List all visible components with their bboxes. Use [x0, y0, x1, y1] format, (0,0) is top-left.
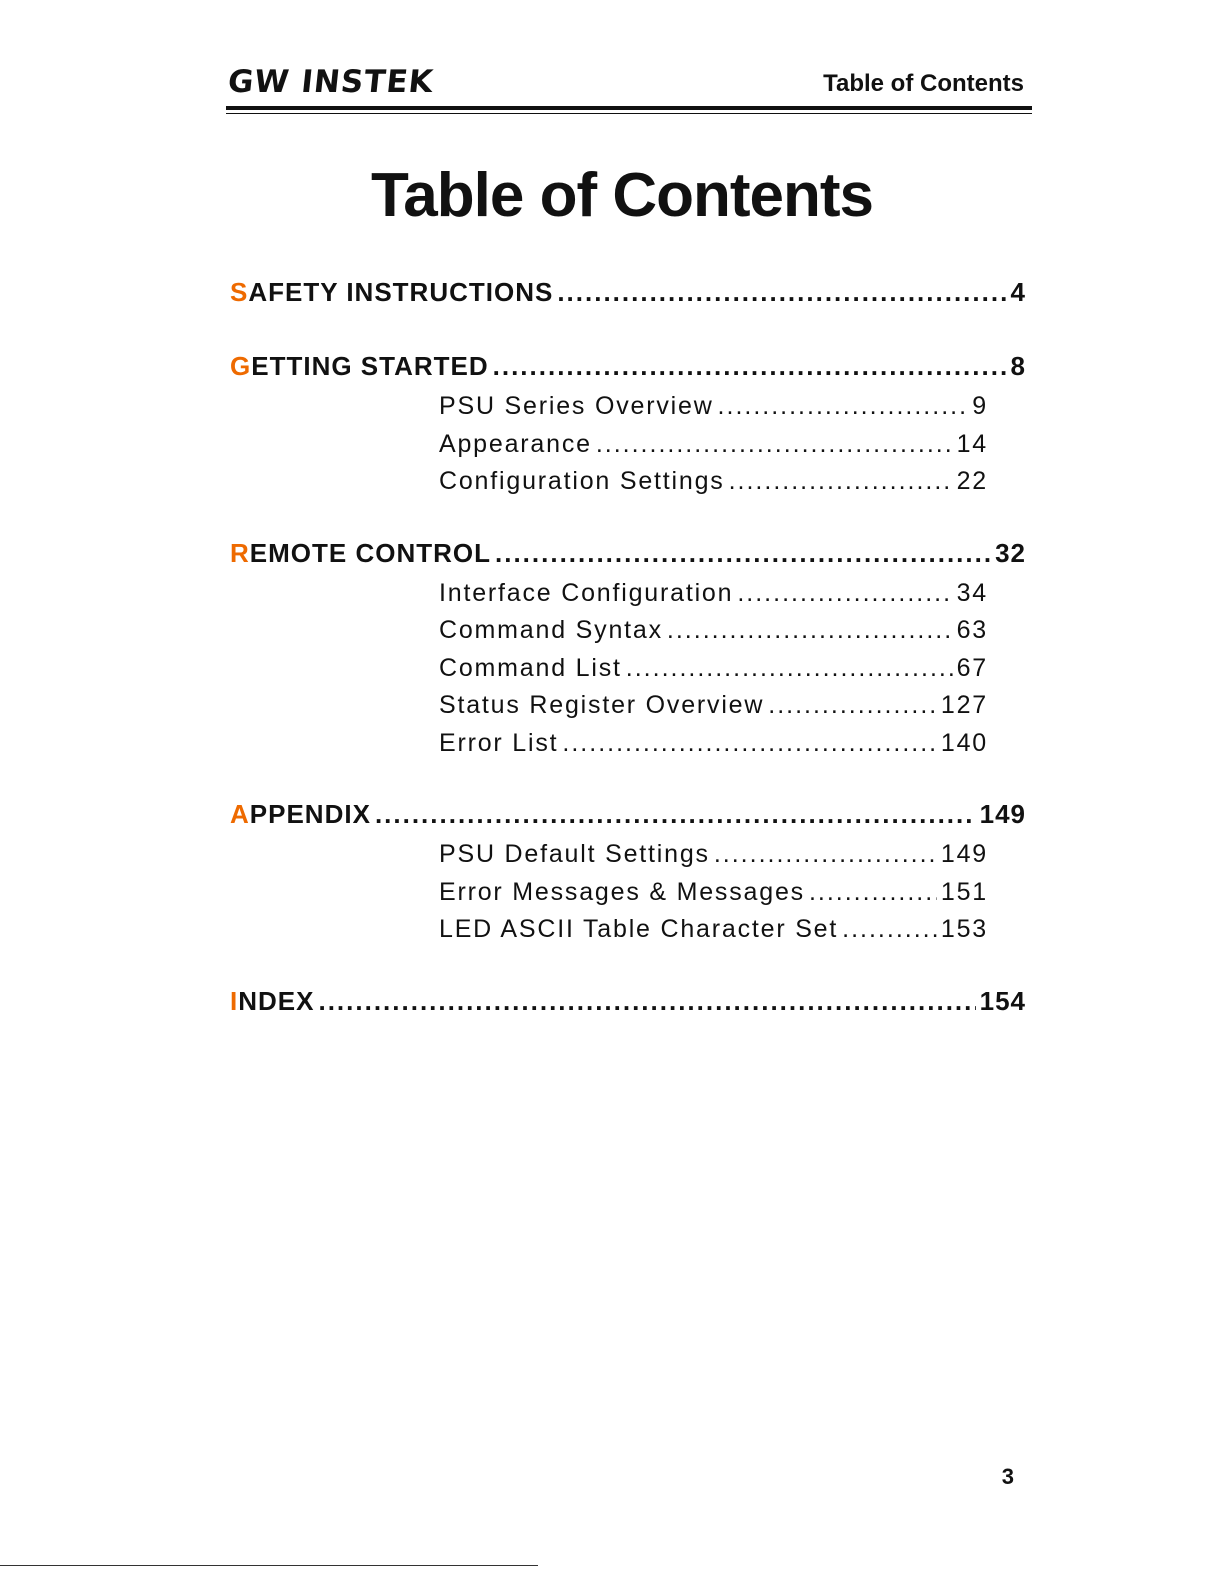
toc-section-remote-control [230, 535, 1026, 763]
chapter-page-number: 8 [1010, 351, 1026, 381]
chapter-initial: S [230, 277, 249, 307]
subentry-title: PSU Default Settings [439, 840, 710, 868]
subentry-page-number: 140 [940, 728, 988, 757]
subentry-title: Status Register Overview [439, 691, 765, 719]
toc-subentry-link[interactable] [439, 911, 988, 949]
toc-chapter-link[interactable] [230, 796, 1026, 836]
dot-leader [667, 612, 953, 650]
dot-leader [842, 911, 937, 949]
dot-leader [768, 687, 937, 725]
toc-subentry-link[interactable] [439, 725, 988, 763]
dot-leader [318, 983, 975, 1019]
dot-leader [495, 535, 991, 571]
subentry-page-number: 127 [940, 691, 988, 719]
toc-subentry-link[interactable] [439, 687, 988, 725]
chapter-title: EMOTE CONTROL [249, 537, 491, 568]
subentry-page-number: 153 [940, 915, 988, 943]
chapter-page-number: 32 [995, 537, 1026, 568]
toc-chapter-link[interactable] [230, 348, 1026, 388]
table-of-contents [230, 274, 1026, 1057]
dot-leader [596, 426, 953, 464]
subentry-title: Command Syntax [439, 616, 663, 644]
toc-subentry-link[interactable] [439, 836, 988, 874]
toc-chapter-link[interactable] [230, 983, 1026, 1023]
subentry-title: LED ASCII Table Character Set [439, 915, 839, 943]
page-header [226, 62, 1032, 116]
dot-leader [809, 874, 937, 912]
chapter-initial: G [230, 351, 252, 381]
chapter-initial: R [230, 537, 250, 568]
dot-leader [626, 650, 953, 688]
toc-section-index [230, 983, 1026, 1023]
subentry-page-number: 63 [956, 616, 988, 644]
subentry-page-number: 22 [956, 467, 988, 495]
subentry-title: Appearance [439, 429, 592, 458]
toc-subentry-link[interactable] [439, 650, 988, 688]
toc-subentry-link[interactable] [439, 463, 988, 501]
chapter-title: NDEX [238, 985, 315, 1016]
toc-section-appendix [230, 796, 1026, 949]
subentry-page-number: 34 [956, 578, 988, 607]
header-title: Table of Contents [823, 70, 1024, 97]
subentry-title: Error List [439, 728, 559, 757]
toc-subentry-link[interactable] [439, 388, 988, 426]
toc-subentry-link[interactable] [439, 575, 988, 613]
bottom-divider [0, 1565, 538, 1566]
dot-leader [493, 348, 1007, 384]
subentry-title: Interface Configuration [439, 578, 734, 607]
chapter-page-number: 149 [979, 799, 1026, 829]
toc-subentry-link[interactable] [439, 612, 988, 650]
subentry-title: Error Messages & Messages [439, 877, 805, 906]
chapter-initial: I [230, 985, 239, 1016]
dot-leader [562, 725, 936, 763]
chapter-initial: A [230, 799, 250, 829]
chapter-title: AFETY INSTRUCTIONS [248, 277, 554, 307]
page-title: Table of Contents [371, 161, 873, 230]
dot-leader [375, 796, 976, 832]
gwinstek-logo: GW INSTEK [226, 64, 436, 100]
toc-section-safety [230, 274, 1026, 314]
dot-leader [714, 836, 937, 874]
toc-chapter-link[interactable] [230, 274, 1026, 314]
header-rule-thin [226, 113, 1032, 114]
toc-subentry-link[interactable] [439, 874, 988, 912]
chapter-title: PPENDIX [249, 799, 371, 829]
subentry-title: PSU Series Overview [439, 392, 714, 420]
chapter-page-number: 154 [979, 985, 1026, 1016]
dot-leader [729, 463, 953, 501]
toc-subentry-link[interactable] [439, 426, 988, 464]
page-number: 3 [1001, 1464, 1014, 1489]
subentry-title: Configuration Settings [439, 467, 725, 495]
dot-leader [737, 575, 952, 613]
subentry-page-number: 67 [956, 653, 988, 682]
chapter-title: ETTING STARTED [251, 351, 489, 381]
toc-section-getting-started [230, 348, 1026, 501]
dot-leader [718, 388, 969, 426]
subentry-page-number: 9 [972, 392, 988, 420]
subentry-title: Command List [439, 653, 622, 682]
subentry-page-number: 149 [940, 840, 988, 868]
chapter-page-number: 4 [1010, 277, 1026, 307]
toc-chapter-link[interactable] [230, 535, 1026, 575]
subentry-page-number: 151 [940, 877, 988, 906]
dot-leader [557, 274, 1006, 310]
subentry-page-number: 14 [956, 429, 988, 458]
header-rule-thick [226, 106, 1032, 110]
